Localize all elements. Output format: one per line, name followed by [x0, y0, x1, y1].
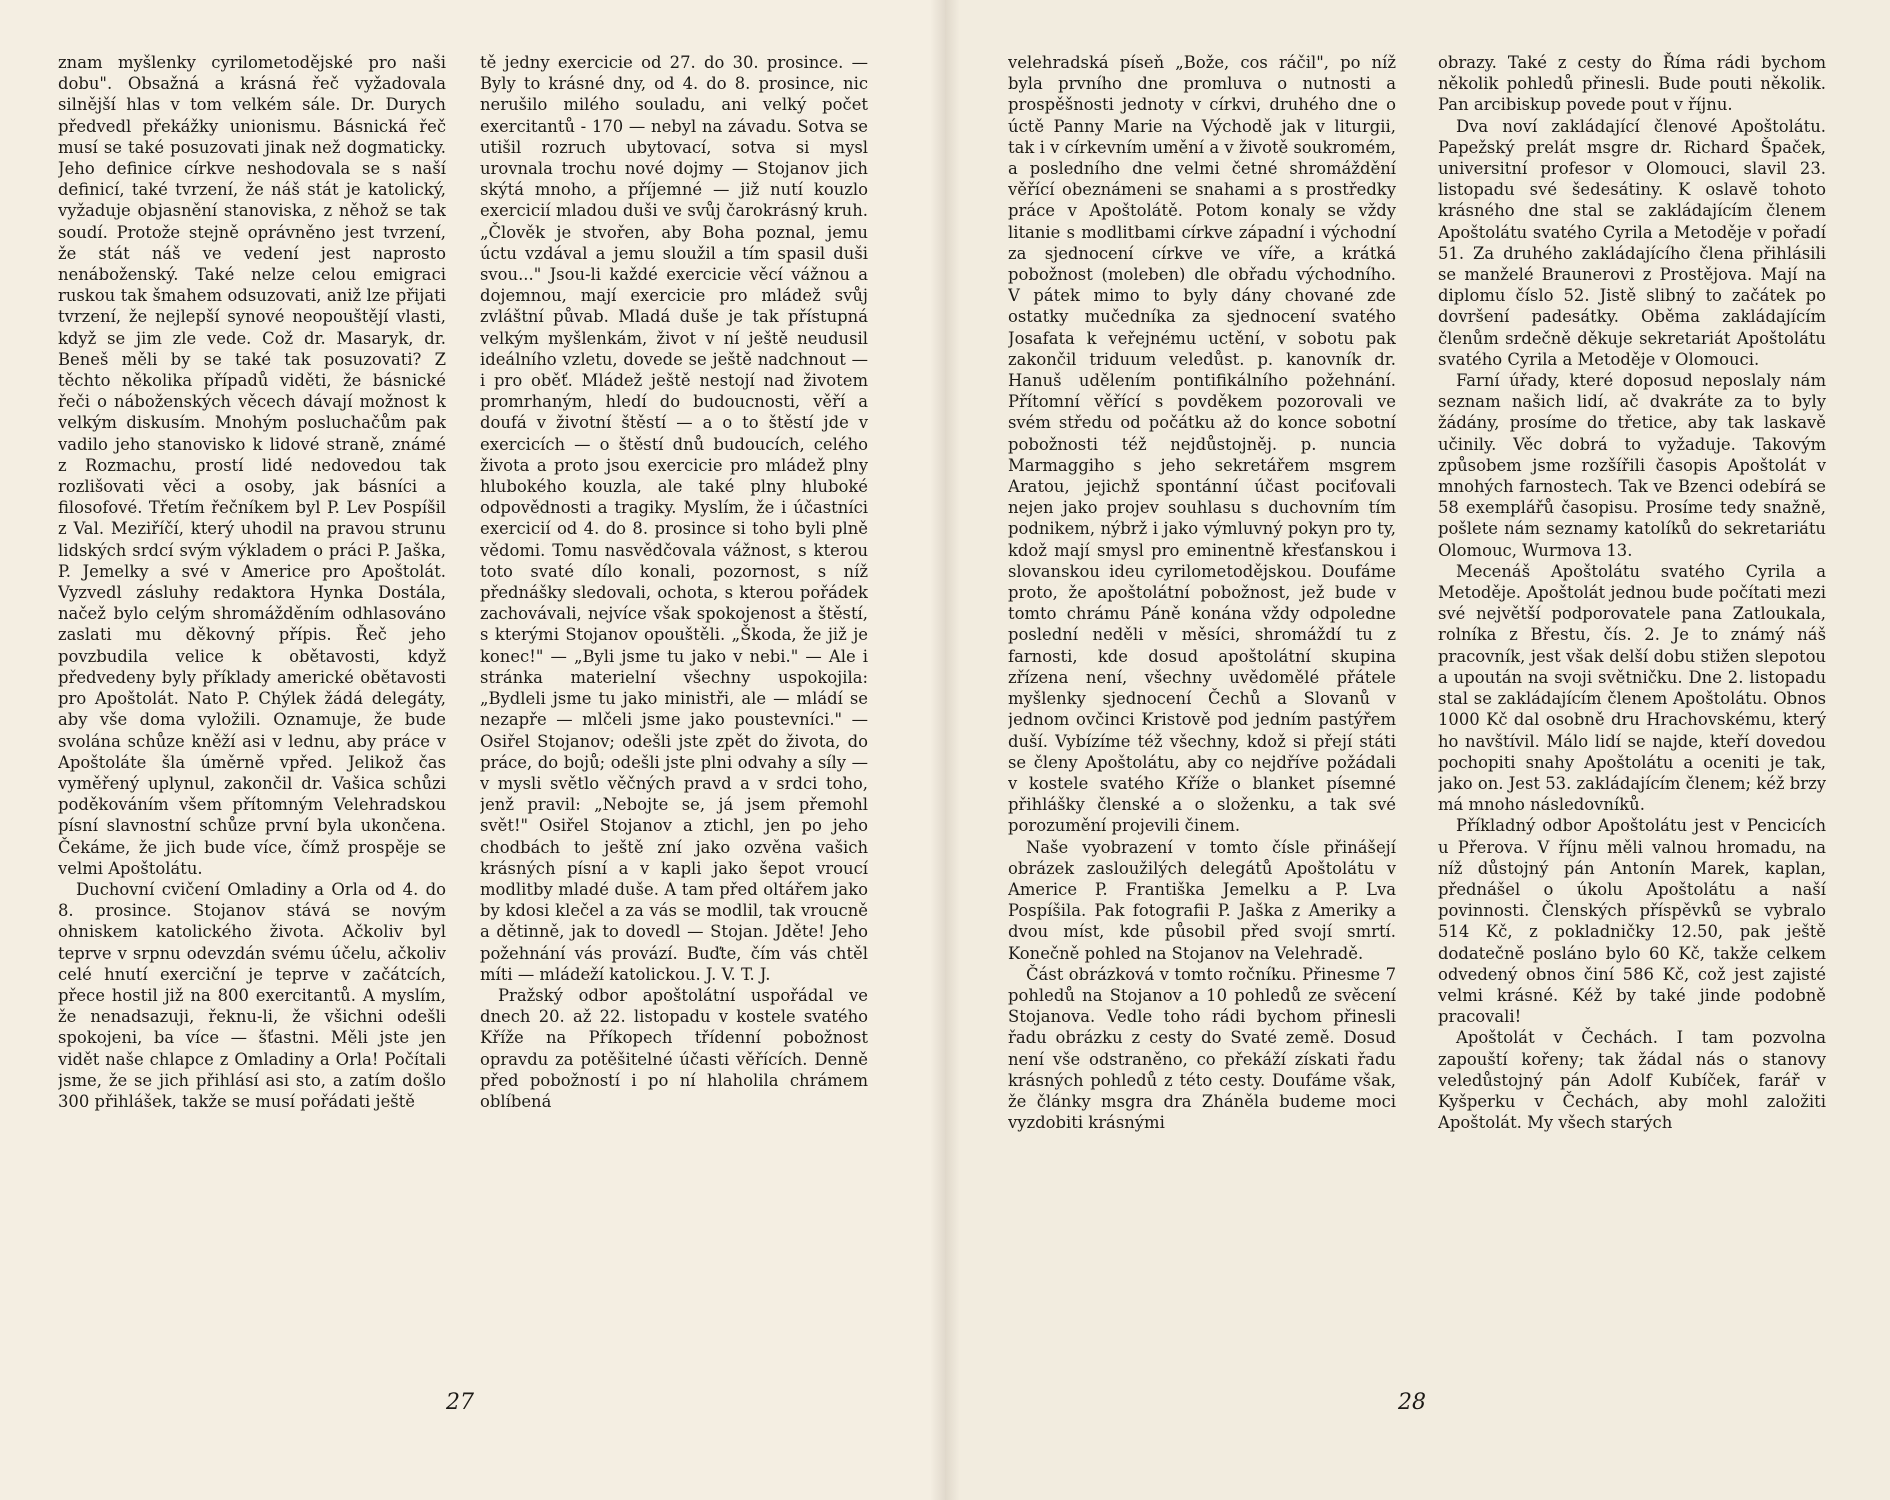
paragraph: Pražský odbor apoštolátní uspořádal ve dnech 20. až 22. listopadu v kostele svatého Kříže na Příkopech třídenní pobožnost opravdu za potěšitelné účasti věřících. Denně před pobožností i po ní hlaholila chrámem oblíbená — [480, 985, 868, 1111]
page-number-right: 28 — [1398, 1390, 1426, 1415]
page-number-left: 27 — [446, 1390, 474, 1415]
paragraph: tě jedny exercicie od 27. do 30. prosince. — Byly to krásné dny, od 4. do 8. prosince, nic nerušilo milého souladu, ani velký počet exercitantů - 170 — nebyl na závadu. Sotva se utišil rozruch ubytovací, sotva si mysl urovnala trochu nové dojmy — Stojanov jich skýtá mnoho, a příjemné — již nutí kouzlo exercicií mladou duši ve svůj čarokrásný kruh. „Člověk je stvořen, aby Boha poznal, jemu úctu vzdával a jemu sloužil a tím spasil duši svou..." Jsou-li každé exercicie věcí vážnou a dojemnou, mají exercicie pro mládež svůj zvláštní půvab. Mladá duše je tak přístupná velkým myšlenkám, život v ní ještě neudusil ideálního vzletu, dovede se ještě nadchnout — i pro oběť. Mládež ještě nestojí nad životem promrhaným, hledí do budoucnosti, věří a doufá v životní štěstí — a o to štěstí jde v exercicích — o štěstí dnů budoucích, celého života a proto jsou exercicie pro mládež plny hlubokého kouzla, ale také plny hluboké odpovědnosti a tragiky. Myslím, že i účastníci exercicií od 4. do 8. prosince si toho byli plně vědomi. Tomu nasvědčovala vážnost, s kterou toto svaté dílo konali, pozornost, s níž přednášky sledovali, ochota, s kterou pořádek zachovávali, nejvíce však spokojenost a štěstí, s kterými Stojanov opouštěli. „Škoda, že již je konec!" — „Byli jsme tu jako v nebi." — Ale i stránka materielní všechny uspokojila: „Bydleli jsme tu jako ministři, ale — mládí se nezapře — mlčeli jsme jako poustevníci." — Osiřel Stojanov; odešli jste zpět do života, do práce, do bojů; odešli jste plni odvahy a síly — v mysli světlo věčných pravd a v srdci toho, jenž pravil: „Nebojte se, já jsem přemohl svět!" Osiřel Stojanov a ztichl, jen po jeho chodbách to ještě zní jako ozvěna vašich krásných písní a v kapli jako šepot vroucí modlitby mladé duše. A tam před oltářem jako by kdosi klečel a za vás se modlil, tak vroucně a dětinně, jak to dovedl — Stojan. Jděte! Jeho požehnání vás provází. Buďte, čím vás chtěl míti — mládeží katolickou. J. V. T. J. — [480, 53, 868, 984]
right-page — [945, 0, 1890, 1500]
paragraph: Část obrázková v tomto ročníku. Přinesme 7 pohledů na Stojanov a 10 pohledů ze svěcení Stojanova. Vedle toho rádi bychom přinesli řadu obrázku z cesty do Svaté země. Dosud není vše odstraněno, co překáží získati řadu krásných pohledů z této cesty. Doufáme však, že články msgra dra Zháněla budeme moci vyzdobiti krásnými — [1008, 964, 1396, 1133]
paragraph: velehradská píseň „Bože, cos ráčil", po níž byla prvního dne promluva o nutnosti a prospěšnosti jednoty v církvi, druhého dne o úctě Panny Marie na Východě jak v liturgii, tak i v církevním umění a v životě soukromém, a posledního dne velmi četné shromáždění věřící obeznámeni se snahami a s prostředky práce v Apoštolátě. Potom konaly se vždy litanie s modlitbami církve západní i východní za sjednocení církve ve víře, a krátká pobožnost (moleben) dle obřadu východního. V pátek mimo to byly dány chované zde ostatky mučedníka za sjednocení svatého Josafata k veřejnému uctění, v sobotu pak zakončil triduum veledůst. p. kanovník dr. Hanuš udělením pontifikálního požehnání. Přítomní věřící s povděkem pozorovali ve svém středu od počátku až do konce sobotní pobožnosti též nejdůstojněj. p. nuncia Marmaggiho s jeho sekretářem msgrem Aratou, jejichž spontánní účast pociťovali nejen jako projev souhlasu s duchovním tím podnikem, nýbrž i jako výmluvný pokyn pro ty, kdož mají smysl pro eminentně křesťanskou i slovanskou ideu cyrilometodějskou. Doufáme proto, že apoštolátní pobožnost, jež bude v tomto chrámu Páně konána vždy odpoledne poslední neděli v měsíci, shromáždí tu z farnosti, kde dosud apoštolátní skupina zřízena není, všechny uvědomělé přátele myšlenky sjednocení Čechů a Slovanů v jednom ovčinci Kristově pod jedním pastýřem duší. Vybízíme též všechny, kdož si přejí státi se členy Apoštolátu, aby co nejdříve požádali v kostele svatého Kříže o blanket písemné přihlášky členské a o složenku, a tak své porozumění projevili činem. — [1008, 53, 1396, 836]
book-gutter — [930, 0, 960, 1500]
right-column-2 — [1438, 52, 1826, 1362]
paragraph: obrazy. Také z cesty do Říma rádi bychom několik pohledů přinesli. Bude pouti několik. Pan arcibiskup povede pout v říjnu. — [1438, 53, 1826, 115]
paragraph: Apoštolát v Čechách. I tam pozvolna zapouští kořeny; tak žádal nás o stanovy veledůstojný pán Adolf Kubíček, farář v Kyšperku v Čechách, aby mohl založiti Apoštolát. My všech starých — [1438, 1028, 1826, 1133]
paragraph: Mecenáš Apoštolátu svatého Cyrila a Metoděje. Apoštolát jednou bude počítati mezi své největší podporovatele pana Zatloukala, rolníka z Břestu, čís. 2. Je to známý náš pracovník, jest však delší dobu stižen slepotou a upoután na svoji světničku. Dne 2. listopadu stal se zakládajícím členem Apoštolátu. Obnos 1000 Kč dal osobně dru Hrachovskému, který ho navštívil. Málo lidí se najde, kteří dovedou pochopiti snahy Apoštolátu a oceniti je tak, jako on. Jest 53. zakládajícím členem; kéž brzy má mnoho následovníků. — [1438, 561, 1826, 815]
left-column-1 — [58, 52, 446, 1362]
paragraph: Duchovní cvičení Omladiny a Orla od 4. do 8. prosince. Stojanov stává se novým ohniskem katolického života. Ačkoliv byl teprve v srpnu odevzdán svému účelu, ačkoliv celé hnutí exerciční je teprve v začátcích, přece hostil již na 800 exercitantů. A myslím, že nenadsazuji, řeknu-li, že všichni odešli spokojeni, ba více — šťastni. Měli jste jen vidět naše chlapce z Omladiny a Orla! Počítali jsme, že se jich přihlásí asi sto, a zatím došlo 300 přihlášek, takže se musí pořádati ještě — [58, 879, 446, 1111]
left-column-2 — [480, 52, 868, 1362]
paragraph: Příkladný odbor Apoštolátu jest v Pencicích u Přerova. V říjnu měli valnou hromadu, na níž důstojný pán Antonín Marek, kaplan, přednášel o úkolu Apoštolátu a naší povinnosti. Členských příspěvků se vybralo 514 Kč, z pokladničky 12.50, pak ještě dodatečně posláno bylo 60 Kč, takže celkem odvedený obnos činí 586 Kč, což jest zajisté velmi krásné. Kéž by také jinde podobně pracovali! — [1438, 816, 1826, 1027]
right-column-1 — [1008, 52, 1396, 1362]
paragraph: Farní úřady, které doposud neposlaly nám seznam našich lidí, ač dvakráte za to byly žádány, prosíme do třetice, aby tak laskavě učinily. Věc dobrá to vyžaduje. Takovým způsobem jsme rozšířili časopis Apoštolát v mnohých farnostech. Tak ve Bzenci odebírá se 58 exemplářů časopisu. Prosíme tedy snažně, pošlete nám seznamy katolíků do sekretariátu Olomouc, Wurmova 13. — [1438, 371, 1826, 560]
paragraph: Naše vyobrazení v tomto čísle přinášejí obrázek zasloužilých delegátů Apoštolátu v Americe P. Františka Jemelku a P. Lva Pospíšila. Pak fotografii P. Jaška z Ameriky a dvou míst, kde působil před svojí smrtí. Konečně pohled na Stojanov na Velehradě. — [1008, 837, 1396, 963]
paragraph: znam myšlenky cyrilometodějské pro naši dobu". Obsažná a krásná řeč vyžadovala silnější hlas v tom velkém sále. Dr. Durych předvedl překážky unionismu. Básnická řeč musí se také posuzovati jinak než dogmaticky. Jeho definice církve neshodovala se s naší definicí, také tvrzení, že náš stát je katolický, vyžaduje objasnění stanoviska, z něhož se tak soudí. Protože stejně oprávněno jest tvrzení, že stát náš ve vedení jest naprosto nenáboženský. Také nelze celou emigraci ruskou tak šmahem odsuzovati, aniž lze přijati tvrzení, že nejlepší synové neopouštějí vlasti, když se jim zle vede. Což dr. Masaryk, dr. Beneš měli by se také tak posuzovati? Z těchto několika případů viděti, že básnické řeči o náboženských věcech dávají možnost k velkým diskusím. Mnohým posluchačům pak vadilo jeho stanovisko k lidové straně, známé z Rozmachu, prostí lidé nedovedou tak rozlišovati věci a osoby, jak básníci a filosofové. Třetím řečníkem byl P. Lev Pospíšil z Val. Meziříčí, který uhodil na pravou strunu lidských srdcí svým výkladem o práci P. Jaška, P. Jemelky a své v Americe pro Apoštolát. Vyzvedl zásluhy redaktora Hynka Dostála, načež bylo celým shromážděním odhlasováno zaslati mu děkovný přípis. Řeč jeho povzbudila velice k obětavosti, když předvedeny byly příklady americké obětavosti pro Apoštolát. Nato P. Chýlek žádá delegáty, aby vše doma vyložili. Oznamuje, že bude svolána schůze kněží asi v lednu, aby práce v Apoštoláte šla úměrně vpřed. Jelikož čas vyměřený uplynul, zakončil dr. Vašica schůzi poděkováním všem přítomným Velehradskou písní slavnostní schůze první byla ukončena. Čekáme, že jich bude více, čímž prospěje se velmi Apoštolátu. — [58, 53, 446, 878]
paragraph: Dva noví zakládající členové Apoštolátu. Papežský prelát msgre dr. Richard Špaček, universitní profesor v Olomouci, slavil 23. listopadu své šedesátiny. K oslavě tohoto krásného dne stal se zakládajícím členem Apoštolátu svatého Cyrila a Metoděje v pořadí 51. Za druhého zakládajícího člena přihlásili se manželé Braunerovi z Prostějova. Mají na diplomu číslo 52. Jistě slibný to začátek po dovršení padesátky. Oběma zakládajícím členům srdečně děkuje sekretariát Apoštolátu svatého Cyrila a Metoděje v Olomouci. — [1438, 116, 1826, 369]
